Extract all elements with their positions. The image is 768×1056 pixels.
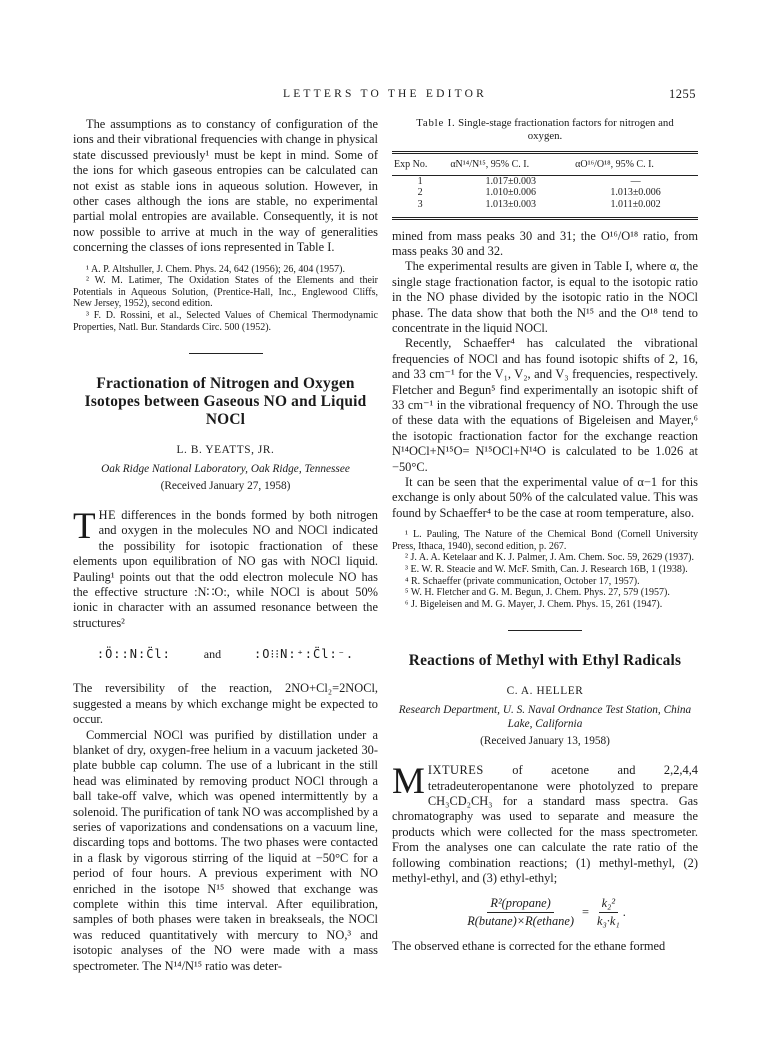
footnote: ⁵ W. H. Fletcher and G. M. Begun, J. Chem. Phys. 27, 579 (1957). xyxy=(405,587,670,599)
calculation-paragraph: Recently, Schaeffer⁴ has calculated the vibrational frequencies of NOCl and has found isotopic shifts of 2, 16, and 33 cm⁻¹ for the V₁, V₂, and V₃ frequencies, respectively. Fletcher and Begun⁵ find experimentally an isotopic shift of 33 cm⁻¹ in the vibrational frequency of NO. Through the use of these data with the equations of Bigeleisen and Mayer,⁶ the isotopic fractionation factor for the exchange reaction N¹⁴OCl+N¹⁵O= N¹⁵OCl+N¹⁴O is calculated to be 1.026 at −50°C. xyxy=(392,336,698,474)
table-row xyxy=(392,199,698,218)
received-date: (Received January 13, 1958) xyxy=(480,734,610,747)
resonance-structure-a: :Ö::N:C̈l: xyxy=(96,647,171,662)
continued-paragraph: mined from mass peaks 30 and 31; the O¹⁶/O¹⁸ ratio, from mass peaks 30 and 32. xyxy=(392,228,698,258)
footnotes-fractionation xyxy=(392,529,698,610)
equation-period: . xyxy=(622,904,626,919)
footnote: ² J. A. A. Ketelaar and K. J. Palmer, J. Am. Chem. Soc. 59, 2629 (1937). xyxy=(405,552,694,564)
table-caption-label: Table I. xyxy=(416,117,456,129)
resonance-structure-b: :O⁝⁝N:⁺:C̈l:⁻. xyxy=(254,647,355,662)
fractionation-table-wrap xyxy=(392,151,698,219)
equation-lhs-denominator: R(butane)×R(ethane) xyxy=(467,913,574,928)
footnote: ³ F. D. Rossini, et al., Selected Values of Chemical Thermodynamic Properties, Natl. Bur. Standards Circ. 500 (1952). xyxy=(73,310,378,333)
reversibility-paragraph: The reversibility of the reaction, 2NO+Cl₂=2NOCl, suggested a means by which exchange might be expected to occur. xyxy=(73,681,378,727)
table-cell: 1.013±0.006 xyxy=(610,187,661,199)
lead-caps: HE xyxy=(98,508,117,523)
equation-lhs-numerator: R²(propane) xyxy=(487,896,553,913)
table-header-oxygen: αO¹⁶/O¹⁸, 95% C. I. xyxy=(573,153,698,176)
affiliation: Oak Ridge National Laboratory, Oak Ridge, Tennessee xyxy=(101,462,350,475)
footnote: ² W. M. Latimer, The Oxidation States of the Elements and their Potentials in Aqueous Solution, (Prentice-Hall, Inc., Englewood Cliffs, New Jersey, 1952), second edition. xyxy=(73,275,378,310)
table-row xyxy=(392,175,698,187)
table-cell: — xyxy=(630,175,641,187)
running-head: LETTERS TO THE EDITOR xyxy=(282,88,488,100)
intro-text: of acetone and 2,2,4,4 tetradeuteropentanone were photolyzed to prepare CH₃CD₂CH₃ for a standard mass spectra. Gas chromatography was used to separate and measure the products which were collected for the mass spectrometer. From the analyses one can calculate the rate ratio of the following combination reactions; (1) methyl-methyl, (2) methyl-ethyl, and (3) ethyl-ethyl; xyxy=(392,763,698,886)
rate-ratio-equation xyxy=(392,896,698,930)
resonance-structures xyxy=(73,643,378,665)
table-row xyxy=(392,187,698,199)
equation-rhs-numerator: k₂² xyxy=(599,896,619,913)
equation-lhs-fraction xyxy=(464,896,577,930)
table-cell: 1.017±0.003 xyxy=(485,175,536,187)
equation-rhs-fraction xyxy=(594,896,623,930)
table-caption xyxy=(400,117,690,142)
drop-cap: T xyxy=(73,506,96,548)
table-cell: 3 xyxy=(392,199,448,218)
table-header-exp: Exp No. xyxy=(392,153,448,176)
footnote: ⁶ J. Bigeleisen and M. G. Mayer, J. Chem. Phys. 15, 261 (1947). xyxy=(405,598,663,610)
equation-rhs-denominator: k₃·k₁ xyxy=(596,913,620,928)
received-date: (Received January 27, 1958) xyxy=(160,479,291,492)
article-separator xyxy=(189,353,263,354)
footnote: ¹ A. P. Altshuller, J. Chem. Phys. 24, 642 (1956); 26, 404 (1957). xyxy=(86,263,345,275)
table-cell: 1.011±0.002 xyxy=(573,199,698,218)
lead-caps: IXTURES xyxy=(427,763,484,778)
article-title: Fractionation of Nitrogen and Oxygen Isotopes between Gaseous NO and Liquid NOCl xyxy=(84,375,367,429)
fractionation-table xyxy=(392,151,698,219)
table-cell: 2 xyxy=(417,187,423,199)
closing-paragraph: The assumptions as to constancy of configuration of the ions and their vibrational frequencies with change in physical state discussed previously¹ must be kept in mind. Some of the ions for which gaseous entropies can be calculated can not exist as stable ions in aqueous solution. However, in other cases although the ions are stable, no experimental partial molal entropies are available. Consequently, it is not now possible to arrive at much in the way of generalities concerning the classes of ions represented in Table I. xyxy=(73,117,378,255)
table-cell: 1.013±0.003 xyxy=(448,199,573,218)
affiliation: Research Department, U. S. Naval Ordnance Test Station, China Lake, California xyxy=(398,703,692,730)
table-cell: 1 xyxy=(417,175,423,187)
article-separator xyxy=(508,630,582,631)
table-header-nitrogen: αN¹⁴/N¹⁵, 95% C. I. xyxy=(448,153,573,176)
footnote: ¹ L. Pauling, The Nature of the Chemical Bond (Cornell University Press, Ithaca, 1940), second edition, p. 267. xyxy=(392,529,698,552)
methods-paragraph: Commercial NOCl was purified by distillation under a blanket of dry, oxygen-free helium in a vacuum jacketed 30-plate bubble cap column. The use of a lubricant in the still head was eliminated by removing product NOCl through a ball take-off valve, which was opened intermittently by a solenoid. The purification of tank NO was accomplished by a series of vaporizations and condensations on a vacuum line, discarding tops and bottoms. The two phases were contacted in a flask by vigorous stirring of the liquid at −50°C for a period of four hours. A previous experiment with NO enriched in the isotope N¹⁵ showed that exchange was complete within this time interval. After equilibration, samples of both phases were taken in breakseals, the NOCl was reduced quantitatively with mercury to NO,³ and isotopic analyses of the NO were made with a mass spectrometer. The N¹⁴/N¹⁵ ratio was deter- xyxy=(73,727,378,973)
closing-line: The observed ethane is corrected for the ethane formed xyxy=(392,939,666,954)
author: C. A. HELLER xyxy=(506,685,584,698)
author: L. B. YEATTS, JR. xyxy=(176,444,275,457)
table-cell: 1.010±0.006 xyxy=(485,187,536,199)
table-header-row xyxy=(392,153,698,176)
intro-text: differences in the bonds formed by both nitrogen and oxygen in the molecules NO and NOCl indicated the possibility for isotopic fractionation of these elements upon equilibration of NO gas with NOCl liquid. Pauling¹ points out that the odd electron molecule NO has the effective structure :N∷O:, while NOCl is about 50% ionic in character with an assumed resonance between the structures² xyxy=(73,508,378,630)
intro-paragraph xyxy=(73,508,378,631)
drop-cap: M xyxy=(392,761,425,803)
footnote: ³ E. W. R. Steacie and W. McF. Smith, Can. J. Research 16B, 1 (1938). xyxy=(405,564,688,576)
comparison-paragraph: It can be seen that the experimental value of α−1 for this exchange is only about 50% of the calculated value. This was found by Schaeffer⁴ to be the case at room temperature, also. xyxy=(392,475,698,520)
right-column xyxy=(392,117,698,955)
results-paragraph: The experimental results are given in Table I, where α, the single stage fractionation factor, is equal to the isotopic ratio in the NO phase divided by the isotopic ratio in the NOCl phase. The data show that both the N¹⁵ and the O¹⁸ tend to concentrate in the liquid NOCl. xyxy=(392,259,698,335)
intro-paragraph xyxy=(392,763,698,886)
page-number: 1255 xyxy=(669,87,696,101)
left-column xyxy=(73,117,378,974)
footnote: ⁴ R. Schaeffer (private communication, October 17, 1957). xyxy=(405,575,640,587)
table-caption-text: Single-stage fractionation factors for nitrogen and oxygen. xyxy=(455,117,674,142)
article-title: Reactions of Methyl with Ethyl Radicals xyxy=(408,652,682,670)
footnotes-previous-letter xyxy=(73,264,378,334)
resonance-and: and xyxy=(203,647,222,662)
equation-equals: = xyxy=(581,904,589,919)
